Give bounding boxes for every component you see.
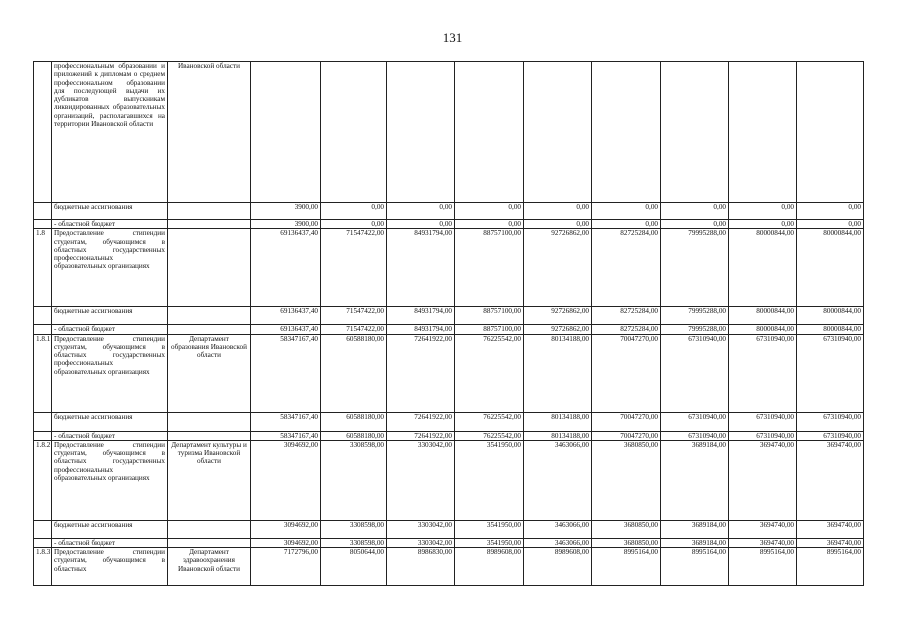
amount-cell: 72641922,00 [387,334,455,412]
table-row-item [34,440,864,520]
amount-cell: 80000844,00 [797,325,864,334]
amount-cell: 80000844,00 [797,307,864,325]
amount-cell: 8995164,00 [661,548,729,586]
row-executor [168,203,251,220]
amount-cell: 0,00 [455,203,524,220]
amount-cell: 3094692,00 [251,538,321,547]
amount-cell: 70047270,00 [592,431,661,440]
amount-cell: 0,00 [321,203,387,220]
amount-cell: 3308598,00 [321,538,387,547]
amount-cell: 8989608,00 [455,548,524,586]
amount-cell: 69136437,40 [251,229,321,307]
amount-cell: 80000844,00 [797,229,864,307]
row-code [34,538,52,547]
amount-cell: 3680850,00 [592,520,661,538]
amount-cell: 82725284,00 [592,325,661,334]
amount-cell: 70047270,00 [592,412,661,431]
amount-cell: 70047270,00 [592,334,661,412]
row-executor [168,538,251,547]
amount-cell [797,62,864,203]
row-subtotal-label: - областной бюджет [52,538,168,547]
amount-cell: 8989608,00 [524,548,592,586]
amount-cell: 0,00 [524,220,592,229]
table-row-subtotal [34,412,864,431]
row-subtotal-label: бюджетные ассигнования [52,520,168,538]
amount-cell: 67310940,00 [797,334,864,412]
amount-cell: 3541950,00 [455,520,524,538]
table-row-item [34,548,864,586]
row-executor [168,325,251,334]
amount-cell: 0,00 [387,203,455,220]
amount-cell: 76225542,00 [455,431,524,440]
row-executor [168,412,251,431]
amount-cell: 76225542,00 [455,334,524,412]
amount-cell: 3308598,00 [321,440,387,520]
amount-cell: 60588180,00 [321,412,387,431]
amount-cell [387,62,455,203]
table-row-item [34,62,864,203]
amount-cell: 80134188,00 [524,412,592,431]
amount-cell: 3541950,00 [455,538,524,547]
table-row-item [34,334,864,412]
amount-cell: 79995288,00 [661,325,729,334]
amount-cell: 0,00 [661,203,729,220]
amount-cell: 67310940,00 [797,431,864,440]
amount-cell: 58347167,40 [251,412,321,431]
amount-cell [524,62,592,203]
row-description: профессиональным образовании и приложений к дипломам о среднем профессиональном образовании для последующей выдачи их дубликатов выпускникам ликвидированных образовательных организаций, располагавшихся на территории Ивановской области [52,62,168,203]
amount-cell: 67310940,00 [729,431,797,440]
row-executor [168,520,251,538]
row-code [34,307,52,325]
table-row-subtotal [34,203,864,220]
row-subtotal-label: - областной бюджет [52,220,168,229]
amount-cell: 0,00 [797,220,864,229]
table-row-item [34,229,864,307]
row-description: Предоставление стипендии студентам, обучающимся в областных государственных профессиональных образовательных организациях [52,440,168,520]
table-row-subtotal [34,431,864,440]
row-description: Предоставление стипендии студентам, обучающимся в областных государственных профессиональных образовательных организациях [52,229,168,307]
amount-cell: 69136437,40 [251,325,321,334]
row-description: Предоставление стипендии студентам, обучающимся в областных [52,548,168,586]
amount-cell: 80000844,00 [729,307,797,325]
amount-cell: 0,00 [592,220,661,229]
amount-cell: 3094692,00 [251,520,321,538]
amount-cell: 80000844,00 [729,325,797,334]
amount-cell: 0,00 [455,220,524,229]
amount-cell: 0,00 [729,203,797,220]
budget-table [33,61,864,586]
row-code: 1.8.3 [34,548,52,586]
row-executor: Департамент образования Ивановской области [168,334,251,412]
row-code [34,62,52,203]
amount-cell: 0,00 [321,220,387,229]
amount-cell: 8995164,00 [797,548,864,586]
amount-cell: 80000844,00 [729,229,797,307]
amount-cell: 67310940,00 [729,334,797,412]
page-number: 131 [442,30,463,45]
amount-cell: 0,00 [524,203,592,220]
amount-cell: 8995164,00 [729,548,797,586]
amount-cell: 82725284,00 [592,229,661,307]
row-code [34,412,52,431]
amount-cell: 84931794,00 [387,325,455,334]
amount-cell: 58347167,40 [251,431,321,440]
row-subtotal-label: - областной бюджет [52,431,168,440]
amount-cell: 3694740,00 [797,538,864,547]
row-executor [168,431,251,440]
row-subtotal-label: бюджетные ассигнования [52,203,168,220]
row-code [34,220,52,229]
amount-cell: 3694740,00 [729,538,797,547]
amount-cell: 84931794,00 [387,229,455,307]
row-subtotal-label: бюджетные ассигнования [52,307,168,325]
amount-cell: 82725284,00 [592,307,661,325]
amount-cell: 8986830,00 [387,548,455,586]
amount-cell: 60588180,00 [321,334,387,412]
table-row-subtotal [34,538,864,547]
amount-cell: 3541950,00 [455,440,524,520]
row-code [34,520,52,538]
amount-cell: 92726862,00 [524,307,592,325]
amount-cell [251,62,321,203]
amount-cell: 60588180,00 [321,431,387,440]
amount-cell: 0,00 [661,220,729,229]
amount-cell: 3689184,00 [661,440,729,520]
row-code: 1.8 [34,229,52,307]
table-row-subtotal [34,520,864,538]
amount-cell: 3900,00 [251,203,321,220]
amount-cell: 79995288,00 [661,229,729,307]
amount-cell: 3094692,00 [251,440,321,520]
amount-cell: 80134188,00 [524,334,592,412]
amount-cell: 67310940,00 [661,334,729,412]
row-subtotal-label: бюджетные ассигнования [52,412,168,431]
amount-cell [661,62,729,203]
row-executor [168,229,251,307]
amount-cell: 92726862,00 [524,229,592,307]
table-row-subtotal [34,307,864,325]
table-row-subtotal [34,220,864,229]
amount-cell: 7172796,00 [251,548,321,586]
amount-cell: 3680850,00 [592,538,661,547]
amount-cell: 0,00 [729,220,797,229]
amount-cell: 58347167,40 [251,334,321,412]
row-code: 1.8.1 [34,334,52,412]
amount-cell: 80134188,00 [524,431,592,440]
amount-cell: 3689184,00 [661,538,729,547]
amount-cell: 0,00 [387,220,455,229]
amount-cell: 88757100,00 [455,229,524,307]
amount-cell: 76225542,00 [455,412,524,431]
row-executor [168,220,251,229]
amount-cell: 92726862,00 [524,325,592,334]
amount-cell: 84931794,00 [387,307,455,325]
amount-cell: 3694740,00 [729,520,797,538]
amount-cell [321,62,387,203]
amount-cell: 3463066,00 [524,440,592,520]
amount-cell: 79995288,00 [661,307,729,325]
amount-cell: 3463066,00 [524,538,592,547]
amount-cell: 8050644,00 [321,548,387,586]
amount-cell: 72641922,00 [387,412,455,431]
row-code [34,325,52,334]
amount-cell: 71547422,00 [321,229,387,307]
amount-cell: 71547422,00 [321,325,387,334]
amount-cell: 72641922,00 [387,431,455,440]
table-row-subtotal [34,325,864,334]
amount-cell: 67310940,00 [661,431,729,440]
amount-cell: 3308598,00 [321,520,387,538]
amount-cell: 3463066,00 [524,520,592,538]
amount-cell: 8995164,00 [592,548,661,586]
amount-cell: 67310940,00 [661,412,729,431]
amount-cell: 3303042,00 [387,520,455,538]
amount-cell: 88757100,00 [455,307,524,325]
amount-cell: 3303042,00 [387,440,455,520]
row-executor [168,307,251,325]
row-code [34,203,52,220]
amount-cell [455,62,524,203]
amount-cell: 88757100,00 [455,325,524,334]
row-code [34,431,52,440]
row-subtotal-label: - областной бюджет [52,325,168,334]
amount-cell [729,62,797,203]
amount-cell: 3900,00 [251,220,321,229]
amount-cell [592,62,661,203]
amount-cell: 0,00 [797,203,864,220]
amount-cell: 67310940,00 [729,412,797,431]
row-executor: Департамент культуры и туризма Ивановской области [168,440,251,520]
row-code: 1.8.2 [34,440,52,520]
row-executor: Департамент здравоохранения Ивановской области [168,548,251,586]
amount-cell: 3689184,00 [661,520,729,538]
row-description: Предоставление стипендии студентам, обучающимся в областных государственных профессиональных образовательных организациях [52,334,168,412]
amount-cell: 71547422,00 [321,307,387,325]
amount-cell: 3694740,00 [797,520,864,538]
amount-cell: 3694740,00 [797,440,864,520]
row-executor: Ивановской области [168,62,251,203]
amount-cell: 3680850,00 [592,440,661,520]
amount-cell: 0,00 [592,203,661,220]
amount-cell: 3303042,00 [387,538,455,547]
amount-cell: 3694740,00 [729,440,797,520]
amount-cell: 69136437,40 [251,307,321,325]
amount-cell: 67310940,00 [797,412,864,431]
